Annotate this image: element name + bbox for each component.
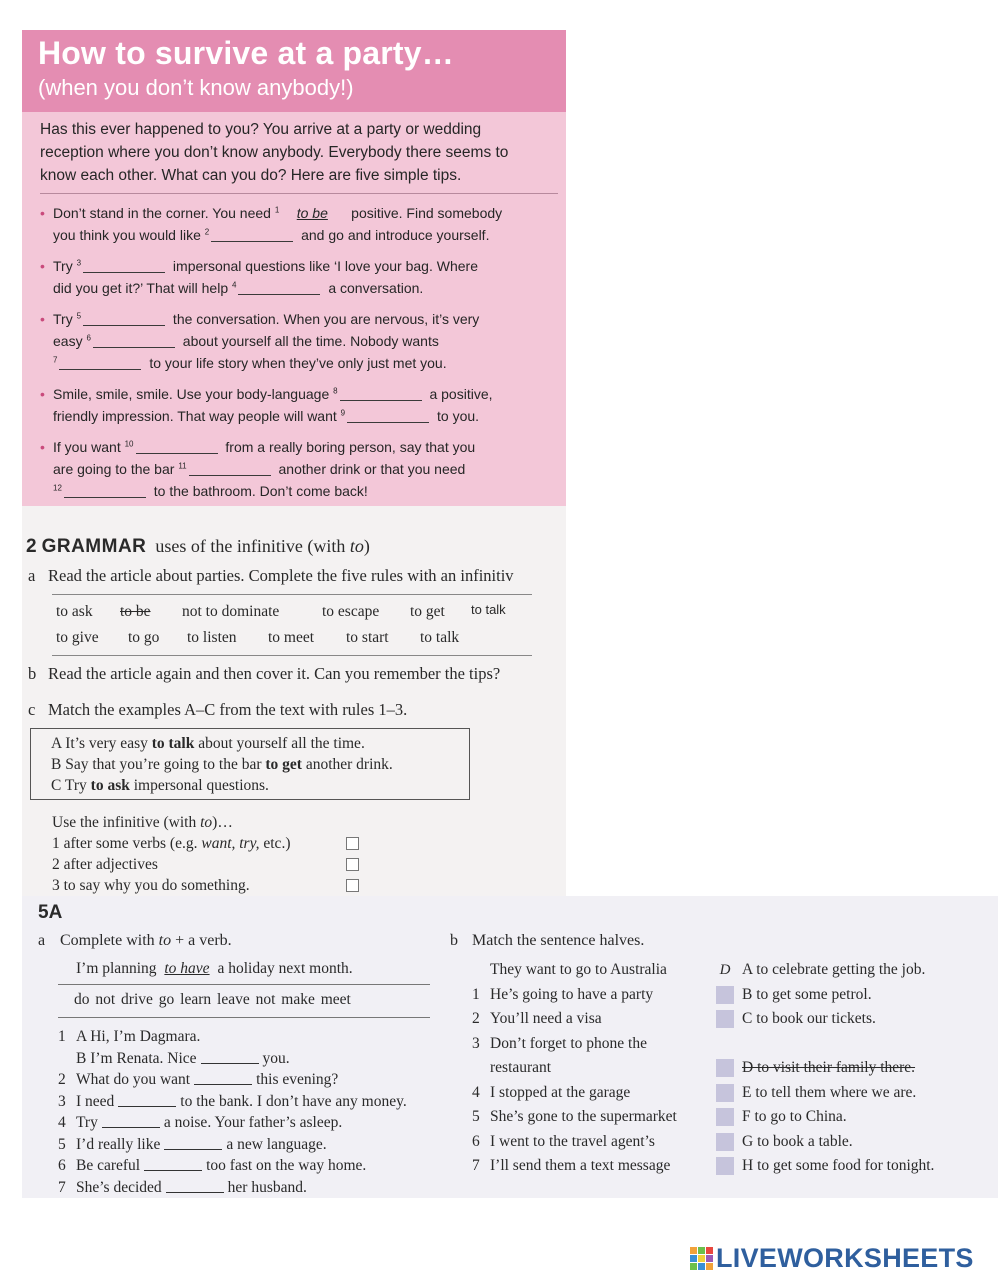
word-bank-item[interactable]: to talk bbox=[471, 602, 506, 617]
gap-number: 8 bbox=[333, 386, 338, 396]
logo-text: LIVEWORKSHEETS bbox=[716, 1242, 974, 1273]
example-text: another drink. bbox=[301, 756, 393, 773]
article-panel bbox=[22, 30, 566, 506]
example-text: about yourself all the time. bbox=[194, 735, 365, 752]
word-bank-item[interactable]: to start bbox=[346, 629, 389, 646]
answer-blank[interactable] bbox=[194, 1072, 252, 1085]
example-answer: to have bbox=[164, 960, 210, 977]
tip-text: the conversation. When you are nervous, it’s very bbox=[169, 311, 480, 327]
sentence-endings bbox=[716, 958, 934, 1179]
article-header bbox=[22, 30, 566, 112]
rule-item bbox=[52, 875, 352, 896]
question-item bbox=[58, 1026, 407, 1048]
gap-input[interactable] bbox=[347, 409, 429, 423]
ending-text: D to visit their family there. bbox=[742, 1059, 916, 1076]
word-bank-item[interactable]: to be bbox=[120, 603, 151, 620]
sentence-ending-spacer bbox=[716, 1032, 934, 1057]
tip-text: from a really boring person, say that you bbox=[221, 439, 476, 455]
ending-text: H to get some food for tonight. bbox=[742, 1157, 935, 1174]
gap-input[interactable] bbox=[238, 281, 320, 295]
section-subtitle-to: to bbox=[349, 536, 364, 556]
word-bank-item[interactable]: to give bbox=[56, 629, 99, 646]
question-number: 7 bbox=[58, 1178, 66, 1196]
question-text: Try bbox=[76, 1114, 98, 1131]
gap-number: 3 bbox=[76, 258, 82, 268]
tip-item bbox=[40, 202, 556, 246]
question-item bbox=[58, 1048, 407, 1070]
tip-text: easy bbox=[53, 333, 87, 349]
sentence-text: I stopped at the garage bbox=[490, 1083, 631, 1101]
rule-text: etc.) bbox=[259, 835, 291, 852]
tip-text: to you. bbox=[433, 408, 480, 424]
answer-blank[interactable] bbox=[201, 1051, 259, 1064]
tip-item bbox=[40, 255, 556, 299]
sentence-text: You’ll need a visa bbox=[490, 1010, 602, 1027]
instruction-letter: a bbox=[38, 932, 46, 949]
ending-text: G to book a table. bbox=[742, 1132, 853, 1150]
sentence-beginning bbox=[472, 1130, 677, 1155]
instruction-to: to bbox=[158, 932, 172, 949]
sentence-beginning bbox=[472, 1032, 677, 1057]
tip-text: and go and introduce yourself. bbox=[297, 227, 490, 243]
question-item bbox=[58, 1112, 407, 1134]
gap-input[interactable] bbox=[83, 259, 165, 273]
sentence-number: 3 bbox=[472, 1034, 480, 1052]
instruction-a bbox=[38, 932, 232, 950]
example-line bbox=[51, 775, 469, 796]
gap-input[interactable] bbox=[189, 462, 271, 476]
match-answer-box[interactable] bbox=[716, 1059, 734, 1077]
tip-text: Don’t stand in the corner. You need bbox=[53, 205, 275, 221]
word-bank-item[interactable]: to listen bbox=[187, 629, 237, 646]
sentence-number: 5 bbox=[472, 1108, 480, 1125]
rule-text: 2 after adjectives bbox=[52, 856, 158, 873]
rules-title-text: Use the infinitive (with bbox=[52, 814, 201, 831]
gap-input[interactable] bbox=[83, 312, 165, 326]
question-number: 6 bbox=[58, 1157, 66, 1174]
gap-number: 9 bbox=[340, 408, 346, 418]
word-bank-item[interactable]: to ask bbox=[56, 603, 93, 620]
gap-number: 6 bbox=[86, 333, 91, 343]
sentence-beginning bbox=[472, 1007, 677, 1032]
word-bank-item[interactable]: to get bbox=[410, 603, 445, 620]
example-bold: to get bbox=[265, 756, 302, 773]
verb-bank: do not drive go learn leave not make meet bbox=[58, 984, 430, 1018]
tip-text: If you want bbox=[53, 439, 125, 455]
ending-text: A to celebrate getting the job. bbox=[742, 961, 926, 978]
ending-text: E to tell them where we are. bbox=[742, 1083, 917, 1101]
question-number: 3 bbox=[58, 1092, 66, 1110]
question-text: her husband. bbox=[227, 1178, 307, 1196]
answer-blank[interactable] bbox=[102, 1115, 160, 1128]
article-title: How to survive at a party… bbox=[38, 35, 454, 71]
sentence-number: 7 bbox=[472, 1157, 480, 1174]
match-answer-box[interactable] bbox=[716, 1084, 734, 1102]
instruction-letter: c bbox=[28, 700, 36, 719]
question-number: 1 bbox=[58, 1028, 66, 1045]
example-sentence bbox=[76, 960, 353, 978]
question-text: this evening? bbox=[256, 1071, 339, 1088]
tip-text: impersonal questions like ‘I love your bag. Where bbox=[169, 258, 478, 274]
answer-blank[interactable] bbox=[144, 1158, 202, 1171]
sentence-beginnings bbox=[472, 958, 677, 1179]
tip-item bbox=[40, 383, 556, 427]
rules-title bbox=[52, 812, 352, 833]
question-number: 4 bbox=[58, 1114, 66, 1131]
tip-item bbox=[40, 436, 556, 502]
sentence-ending bbox=[716, 1081, 934, 1106]
rule-answer-box[interactable] bbox=[346, 837, 359, 850]
rules-list bbox=[52, 812, 352, 896]
instruction-letter: b bbox=[450, 932, 458, 949]
question-text: I’d really like bbox=[76, 1135, 161, 1153]
rule-item bbox=[52, 833, 352, 854]
tip-text: positive. Find somebody bbox=[347, 205, 503, 221]
question-item bbox=[58, 1069, 407, 1091]
gap-input[interactable] bbox=[340, 387, 422, 401]
tip-text: about yourself all the time. Nobody wants bbox=[178, 333, 439, 349]
sentence-beginning bbox=[472, 958, 677, 983]
tip-text: another drink or that you need bbox=[274, 461, 466, 477]
sentence-ending bbox=[716, 958, 934, 983]
match-answer-box[interactable] bbox=[716, 1108, 734, 1126]
match-answer-box[interactable] bbox=[716, 1010, 734, 1028]
exercise-5a-panel bbox=[22, 896, 998, 1198]
question-text: Be careful bbox=[76, 1157, 141, 1174]
sentence-ending bbox=[716, 1105, 934, 1130]
sentence-number: 6 bbox=[472, 1132, 480, 1150]
example-text: a holiday next month. bbox=[213, 960, 353, 977]
match-answer-box[interactable] bbox=[716, 986, 734, 1004]
question-item bbox=[58, 1091, 407, 1113]
gap-number: 5 bbox=[76, 311, 82, 321]
sentence-ending bbox=[716, 1056, 934, 1081]
ending-text: B to get some petrol. bbox=[742, 985, 872, 1003]
example-text: I’m planning bbox=[76, 960, 161, 977]
sentence-ending bbox=[716, 1154, 934, 1179]
tip-text: did you get it?’ That will help bbox=[53, 280, 232, 296]
match-answer-box[interactable] bbox=[716, 1157, 734, 1175]
tip-text: Try bbox=[53, 311, 77, 327]
tips-list bbox=[22, 194, 566, 502]
rule-answer-box[interactable] bbox=[346, 858, 359, 871]
rules-title-end: )… bbox=[212, 814, 233, 831]
instruction-text: Match the examples A–C from the text with rules 1–3. bbox=[48, 700, 408, 719]
example-text: C Try bbox=[51, 777, 91, 794]
sentence-beginning bbox=[472, 1081, 677, 1106]
sentence-text: She’s gone to the supermarket bbox=[490, 1108, 677, 1125]
question-number: 2 bbox=[58, 1071, 66, 1088]
instruction-text: + a verb. bbox=[171, 932, 232, 949]
gap-input[interactable] bbox=[59, 356, 141, 370]
questions-list bbox=[58, 1026, 407, 1198]
gap-input[interactable] bbox=[93, 334, 175, 348]
sentence-ending bbox=[716, 1007, 934, 1032]
sentence-beginning bbox=[472, 1105, 677, 1130]
instruction-text: Complete with bbox=[60, 932, 159, 949]
article-intro: Has this ever happened to you? You arrive at a party or wedding reception where you don’t know anybody. Everybody there seems to know each other. What can you do? Here are five simple tips. bbox=[40, 121, 509, 184]
instruction-a bbox=[28, 566, 514, 586]
answer-blank[interactable] bbox=[164, 1137, 222, 1150]
gap-number: 2 bbox=[204, 227, 210, 237]
instruction-b bbox=[450, 932, 644, 950]
sentence-text: He’s going to have a party bbox=[490, 985, 654, 1003]
match-answer-box[interactable]: D bbox=[719, 962, 731, 978]
word-bank-item[interactable]: to escape bbox=[322, 603, 380, 620]
word-bank-item[interactable]: not to dominate bbox=[182, 603, 280, 620]
sentence-text: Don’t forget to phone the bbox=[490, 1034, 647, 1052]
section-title: GRAMMAR bbox=[41, 536, 147, 557]
rule-text: 3 to say why you do something. bbox=[52, 877, 250, 894]
question-text: you. bbox=[262, 1049, 290, 1067]
example-line bbox=[51, 733, 469, 754]
question-text: B I’m Renata. Nice bbox=[76, 1049, 197, 1067]
question-text: too fast on the way home. bbox=[206, 1157, 367, 1174]
gap-input[interactable] bbox=[64, 484, 146, 498]
tip-text: Try bbox=[53, 258, 77, 274]
rules-title-to: to bbox=[200, 814, 213, 831]
ending-text: F to go to China. bbox=[742, 1108, 847, 1125]
instruction-b bbox=[28, 664, 500, 684]
gap-number: 11 bbox=[178, 461, 187, 471]
example-bold: to ask bbox=[90, 777, 130, 794]
rule-text: 1 after some verbs (e.g. bbox=[52, 835, 202, 852]
sentence-number: 1 bbox=[472, 985, 480, 1003]
gap-input[interactable] bbox=[211, 228, 293, 242]
example-text: impersonal questions. bbox=[129, 777, 269, 794]
examples-box bbox=[30, 728, 470, 800]
sentence-number: 2 bbox=[472, 1010, 480, 1027]
question-text: She’s decided bbox=[76, 1178, 162, 1196]
sentence-text: They want to go to Australia bbox=[490, 961, 667, 978]
question-text: A Hi, I’m Dagmara. bbox=[76, 1028, 201, 1045]
example-bold: to talk bbox=[151, 735, 195, 752]
question-text: a new language. bbox=[226, 1135, 327, 1153]
tip-text: to your life story when they’ve only just met you. bbox=[145, 355, 447, 371]
gap-number: 4 bbox=[232, 280, 237, 290]
sentence-beginning bbox=[472, 1154, 677, 1179]
tip-text: a positive, bbox=[425, 386, 493, 402]
tip-text: you think you would like bbox=[53, 227, 205, 243]
word-bank-item[interactable]: to go bbox=[128, 629, 160, 646]
gap-number: 7 bbox=[53, 355, 58, 365]
sentence-continuation: restaurant bbox=[490, 1059, 552, 1076]
question-text: a noise. Your father’s asleep. bbox=[163, 1114, 343, 1131]
rule-answer-box[interactable] bbox=[346, 879, 359, 892]
word-bank-item[interactable]: to meet bbox=[268, 629, 315, 646]
article-subtitle: (when you don’t know anybody!) bbox=[38, 75, 354, 100]
tip-text: friendly impression. That way people will want bbox=[53, 408, 341, 424]
rule-item bbox=[52, 854, 352, 875]
sentence-ending bbox=[716, 1130, 934, 1155]
example-text: B Say that you’re going to the bar bbox=[51, 756, 266, 773]
tip-text: a conversation. bbox=[324, 280, 424, 296]
sentence-beginning bbox=[472, 983, 677, 1008]
instruction-letter: b bbox=[28, 664, 37, 683]
answer-blank[interactable] bbox=[118, 1094, 176, 1107]
question-number: 5 bbox=[58, 1135, 66, 1153]
example-line bbox=[51, 754, 469, 775]
sentence-ending bbox=[716, 983, 934, 1008]
instruction-text: Read the article again and then cover it. Can you remember the tips? bbox=[48, 664, 501, 683]
gap-answer: to be bbox=[296, 205, 328, 221]
question-text: What do you want bbox=[76, 1071, 191, 1088]
tip-text: are going to the bar bbox=[53, 461, 179, 477]
gap-number: 10 bbox=[124, 439, 134, 449]
logo-icon bbox=[690, 1247, 713, 1270]
gap-input[interactable] bbox=[136, 440, 218, 454]
sentence-text: I went to the travel agent’s bbox=[490, 1132, 655, 1150]
tip-text: to the bathroom. Don’t come back! bbox=[149, 483, 368, 499]
liveworksheets-logo[interactable] bbox=[690, 1243, 974, 1273]
section-subtitle-end: ) bbox=[363, 536, 370, 556]
instruction-letter: a bbox=[28, 566, 36, 585]
answer-blank[interactable] bbox=[166, 1180, 224, 1193]
exercise-heading: 5A bbox=[38, 902, 63, 923]
ending-text: C to book our tickets. bbox=[742, 1010, 876, 1027]
rule-italic: want, try, bbox=[201, 835, 260, 852]
word-bank-item[interactable]: to talk bbox=[420, 629, 460, 646]
gap-number: 1 bbox=[274, 205, 280, 215]
question-text: to the bank. I don’t have any money. bbox=[180, 1092, 407, 1110]
match-answer-box[interactable] bbox=[716, 1133, 734, 1151]
gap-number: 12 bbox=[53, 483, 62, 493]
instruction-text: Match the sentence halves. bbox=[472, 932, 645, 949]
question-item bbox=[58, 1134, 407, 1156]
question-item bbox=[58, 1155, 407, 1177]
section-subtitle: uses of the infinitive (with bbox=[155, 536, 350, 556]
example-text: A It’s very easy bbox=[51, 735, 152, 752]
word-bank bbox=[52, 594, 532, 656]
sentence-number: 4 bbox=[472, 1083, 480, 1101]
grammar-heading bbox=[26, 536, 370, 558]
tip-item bbox=[40, 308, 556, 374]
instruction-text: Read the article about parties. Complete the five rules with an infinitiv bbox=[48, 566, 514, 585]
tip-text: Smile, smile, smile. Use your body-language bbox=[53, 386, 334, 402]
sentence-text: I’ll send them a text message bbox=[490, 1157, 671, 1174]
section-number: 2 bbox=[26, 536, 38, 557]
question-item bbox=[58, 1177, 407, 1199]
grammar-panel bbox=[22, 506, 566, 896]
question-text: I need bbox=[76, 1092, 115, 1110]
instruction-c bbox=[28, 700, 407, 720]
